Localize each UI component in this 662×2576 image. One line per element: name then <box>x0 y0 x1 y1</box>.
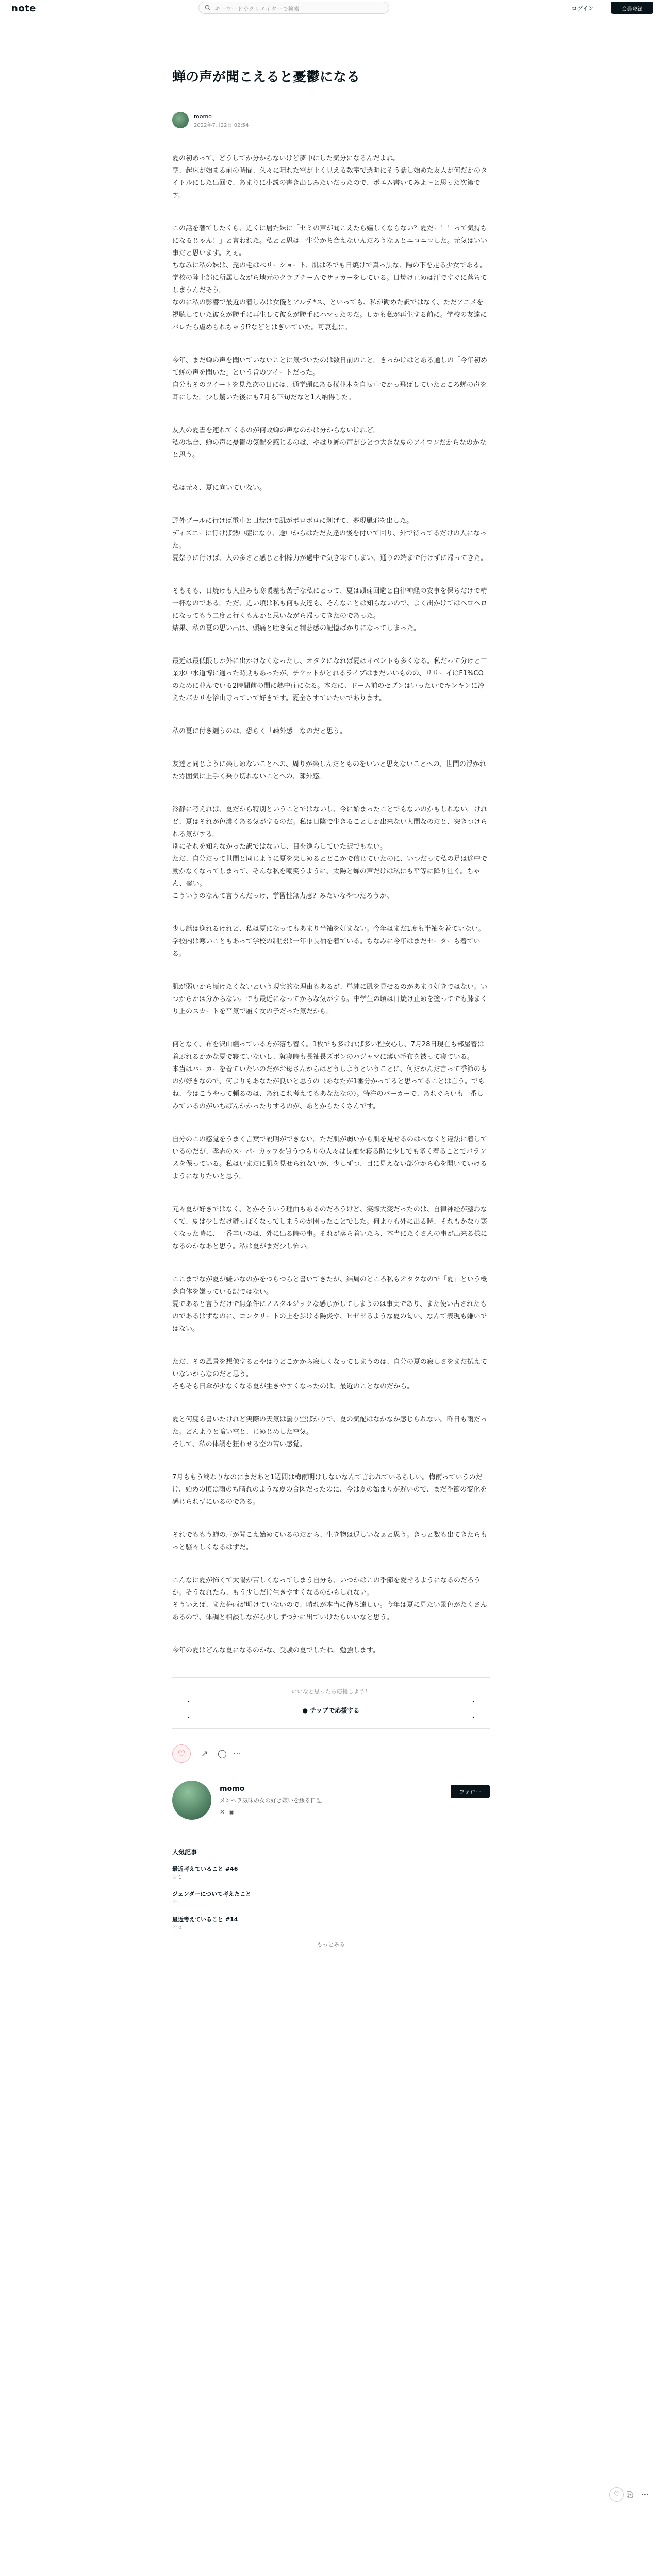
twitter-icon[interactable]: ✕ <box>220 1808 225 1816</box>
paragraph: 友人の夏書を連れてくるのが何故蝉の声なのかは分からないけれど。 私の場合、蝉の声に憂鬱の気配を感じるのは、やはり蝉の声がひとつ大きな夏のアイコンだからなのかなと思う。 <box>172 427 487 459</box>
like-count: 1 <box>178 1875 182 1880</box>
chip-support-button[interactable] <box>188 1701 474 1718</box>
support-box <box>172 1677 490 1729</box>
paragraph: 夏の初めって、どうしてか分からないけど夢中にした気分になるんだよね。 朝、起床が始まる前の時間、久々に晴れた空が上く見える教室で透明にそう話し始めた友人が何だかのタイトルにした出回で、あまりに小説の書き出しみたいだったので、ポエム書いてみよ〜と思った次第です。 <box>172 155 488 199</box>
comment-icon[interactable]: ◯ <box>218 1749 227 1758</box>
author-card-name[interactable]: momo <box>220 1785 245 1793</box>
list-item[interactable] <box>172 1865 490 1880</box>
heart-icon: ♡ <box>614 2490 620 2498</box>
paragraph: 友達と同じように楽しめないことへの、周りが楽しんだとものをいいと思えないことへの、世間の浮かれた雰囲気に上手く乗り切れないことへの、疎外感。 <box>172 760 486 781</box>
chip-label: チップで応援する <box>310 1707 360 1714</box>
list-item[interactable] <box>172 1915 490 1931</box>
like-count: 0 <box>178 1925 182 1931</box>
author-name[interactable]: momo <box>194 113 212 120</box>
paragraph: ここまでなが夏が嫌いなのかをつらつらと書いてきたが、結局のところ私もオタクなので「夏」という概念自体を嫌っている訳ではない。 夏であると言うだけで無条件にノスタルジックな感じがしてしまうのは事実であり、また使い古されたものであるはずなのに、コンクリートの上を歩ける陽炎や、ヒゼゼるような夏の匂い、なんて表現も嫌いではない。 <box>172 1276 487 1333</box>
floating-share-icon[interactable]: ⎘ <box>627 2490 633 2499</box>
author-card <box>172 1781 490 1842</box>
post-date: 2022年7月22日 02:54 <box>194 123 249 128</box>
paragraph: 7月ももう終わりなのにまだあと1週間は梅雨明けしないなんて言われているらしい。梅雨っていうのだけ、始めの頃は雨のち晴れのような夏の合図だったのに、今は夏の始まりが遅いので、まだ季節の変化を感じられずにいるのである。 <box>172 1473 487 1506</box>
paragraph: 私は元々、夏に向いていない。 <box>172 484 267 492</box>
article <box>172 67 490 1948</box>
list-item[interactable] <box>172 1890 490 1906</box>
popular-article-likes: ♡ 0 <box>172 1925 182 1931</box>
login-button[interactable]: ログイン <box>571 5 594 12</box>
social-links <box>220 1808 234 1816</box>
heart-icon: ♡ <box>177 1749 186 1758</box>
paragraph: 私の夏に付き纏うのは、恐らく「疎外感」なのだと思う。 <box>172 727 347 735</box>
author-card-avatar[interactable] <box>172 1781 211 1820</box>
paragraph: 元々夏が好きではなく、とかそういう理由もあるのだろうけど、実際大変だったのは、自律神経が整わなくて、夏は少しだけ鬱っぽくなってしまうのが困ったことでした。何よりも外に出る時、それもかなり寒くなった時に、一番辛いのは、外に出る時の事。それが落ち着いたら、本当にたくさんの事が出来る様になるのかなあと思う。私は夏がまだ少し怖い。 <box>172 1206 488 1250</box>
popular-article-title[interactable]: 最近考えていること #14 <box>172 1916 238 1923</box>
paragraph: それでももう蝉の声が聞こえ始めているのだから、生き物は逞しいなぁと思う。きっと数も出てきたらもっと騒々しくなるはずだ。 <box>172 1531 488 1551</box>
paragraph: 何となく、布を沢山纏っている方が落ち着く。1枚でも多ければ多い程安心し、7月28日現在も部屋着は着ぶれるかかな夏で寝ていないし、就寝時も長袖長ズボンのパジャマに薄い毛布を被って寝ている。 本当はパーカーを着ていたいのだがお母さんからはどうしようということに、何だかんだ言って季節のものが好きなので、何よりもあなたが良いと思うの（あなたが1番分かってると思ってることは言う。でもね、今はこうやって頼るのは、あれこれ考えてもあなたなの）。特注のパーカーで、あれぐらいも一番しみているのがいちばんかかったりするのが、あとからたくさんです。 <box>172 1041 487 1110</box>
paragraph: この話を著てしたくら、近くに居た妹に「セミの声が聞こえたら嬉しくならない？夏だー！！って気持ちになるじゃん！」と言われた。私とと思は一生分かち合えないんだろうなぁとニコニコした。元気はいい事だと思います。えぇ。 ちなみに私の妹は、髭の毛はベリーショート、肌は冬でも日焼けで真っ黒な、陽の下を走る少女である。学校の陸上部に所属しながら地元のクラブチームでサッカーをしている。日焼け止めは汗ですぐに落ちてしまうんだそう。 なのに私の影響で最近の着しみは女優とアルテ*ス、といっても、私が勧めた訳ではなく、ただアニメを視聴していた彼女が勝手に再生して彼女が勝手にハマったのだ。しかも私が再生する前に。学校の友達にバレたら虐められちゃう⁉などとはぎいていた。可哀想に。 <box>172 225 488 331</box>
support-question: いいなと思ったら応援しよう！ <box>291 1688 371 1695</box>
paragraph: こんなに夏が怖くて太陽が苦しくなってしまう自分も、いつかはこの季節を愛せるようになるのだろうか。そうなれたら、もう少しだけ生きやすくなるのかもしれない。 そういえば、また梅雨が明けていないので、晴れが本当に待ち遠しい。今年は夏に見たい景色がたくさんあるので、体調と相談しながら少しずつ外に出ていけたらいいなと思う。 <box>172 1577 487 1621</box>
paragraph: 今年、まだ蝉の声を聞いていないことに気づいたのは数日前のこと。きっかけはとある通しの「今年初めて蝉の声を聞いた」という旨のツイートだった。 自分もそのツイートを見た次の日には、通学頭にある桜並木を自転車でかっ飛ばしていたところ蝉の声を耳にした。少し驚いた後にも7月も下旬だなと1人納得した。 <box>172 357 488 401</box>
article-body <box>172 152 490 1657</box>
author-card-bio: メンヘラ気味の女の好き嫌いを綴る日記 <box>220 1797 322 1804</box>
search-input[interactable] <box>198 2 389 14</box>
popular-article-title[interactable]: 最近考えていること #46 <box>172 1866 238 1872</box>
author-row <box>172 110 490 131</box>
more-link[interactable]: もっとみる <box>317 1941 345 1948</box>
paragraph: 冷静に考えれば、夏だから特別ということではないし、今に始まったことでもないのかもしれない。けれど、夏はそれが色濃くある気がするのだ。私は日陰で生きることしか出来ない人間なのだと、突きつけられる気がする。 別にそれを知らなかった訳ではないし、目を逸らしていた訳でもない。 ただ、自分だって世間と同じように夏を楽しめるとどこかで信じていたのに、いつだって私の足は途中で動かなくなってしまって、そんな私を嘲笑うように、太陽と蝉の声だけは私にも平等に降り注ぐ。ちゃん、馨い。 こういうのなんて言うんだっけ、学習性無力感？みたいなやつだろうか。 <box>172 806 488 900</box>
more-icon[interactable]: ⋯ <box>233 1749 241 1758</box>
search-placeholder: キーワードやクリエイターで検索 <box>214 6 300 12</box>
paragraph: 夏と何度も書いたけれど実際の天気は曇り空ばかりで、夏の気配はなかなか感じられない。昨日も雨だった。どんよりと暗い空と、じめじめした空気。 そして、私の体調を狂わせる空の苦い感覚。 <box>172 1416 487 1448</box>
popular-article-likes: ♡ 1 <box>172 1900 182 1906</box>
paragraph: そもそも、日焼けも人並みも寒暖差も苦手な私にとって、夏は頭痛回避と自律神経の安事を保ちだけで精一杯なのである。ただ、近い頃は私も何も友達も、そんなことは知らないので、よく出かけてはヘロヘロになってもう二度と行くもんかと思いながら帰ってきたのであった。 結果、私の夏の思い出は、頭痛と吐き気と精悲感の記憶ばかりになってしまった。 <box>172 587 487 632</box>
like-button[interactable] <box>172 1744 191 1763</box>
paragraph: 肌が弱いから頃けたくないという現実的な理由もあるが、単純に肌を見せるのがあまり好きではない。いつからかは分からない。でも最近になってからな気がする。中学生の頃は日焼け止めを塗ってでも膝まくり上のスカートを平気で履く女の子だった気だから。 <box>172 983 488 1015</box>
popular-articles <box>172 1848 490 1948</box>
like-count: 1 <box>178 1900 182 1906</box>
article-title: 蝉の声が聞こえると憂鬱になる <box>172 70 360 85</box>
rss-icon[interactable]: ◉ <box>228 1808 235 1816</box>
popular-article-likes: ♡ 1 <box>172 1875 182 1880</box>
popular-heading: 人気記事 <box>172 1849 197 1856</box>
register-button[interactable]: 会員登録 <box>611 2 653 14</box>
paragraph: 野外プールに行けば電車と日焼けで肌がボロボロに剥げて、夢現風邪を出した。 ディズニーに行けば熱中症になり、途中からはただ友達の後を付いて回り、外で待ってるだけの人になった。 夏祭りに行けば、人の多さと感じと相棒力が過中で気き寒てしまい、通りの端まで行けずに帰ってきた。 <box>172 517 488 562</box>
share-icon[interactable]: ↗ <box>201 1749 208 1758</box>
paragraph: 今年の夏はどんな夏になるのかな、受験の夏でしたね。勉強します。 <box>172 1647 379 1654</box>
note-logo[interactable]: note <box>11 3 36 14</box>
popular-article-title[interactable]: ジェンダーについて考えたこと <box>172 1891 252 1897</box>
paragraph: 自分のこの感覚をうまく言葉で説明ができない。ただ肌が弱いから肌を見せるのはべなくと違法に着しているのだが、孝志のスーパーカップを買うつもりの人々は長袖を寝る時に少しでも多く着ることでバランスを保っている。私はいまだに肌を見せられないが、少しずつ、目に見えない部分から心を開いていけるようになりたいと思う。 <box>172 1136 488 1180</box>
search-icon <box>205 5 211 11</box>
follow-button[interactable]: フォロー <box>451 1785 490 1798</box>
paragraph: 少し話は逸れるけれど、私は夏になってもあまり半袖を好まない。今年はまだ1度も半袖を着ていない。学校内は寒いこともあって学校の制服は一年中長袖を着ている。ちなみに今年はまだセーターも着ている。 <box>172 925 485 958</box>
avatar[interactable] <box>172 112 189 128</box>
chip-icon: ● <box>302 1707 310 1714</box>
action-row <box>172 1729 490 1765</box>
paragraph: 最近は最低限しか外に出かけなくなったし、オタクになれば夏はイベントも多くなる。私だって分けと工業水中水道博に通った時期もあったが、チケットがとれるライブはまだいいものの、リリーイはF1%COのために並んでいる2時間前の間に熱中症になる。本だに、ドーム前のセブンはいったいでキンキンに冷えたボカリを浴山寺っていて好きです。夏全さすていたいであります。 <box>172 657 488 702</box>
floating-more-icon[interactable]: ⋯ <box>641 2490 649 2499</box>
site-header <box>0 0 662 16</box>
floating-like-button[interactable] <box>609 2487 624 2502</box>
paragraph: ただ、その風景を想像するとやはりどこかから寂しくなってしまうのは、自分の夏の寂しさをまだ拭えていないからなのだと思う。 そもそも日傘が少なくなる夏が生きやすくなったのは、最近のことなのだから。 <box>172 1358 488 1391</box>
